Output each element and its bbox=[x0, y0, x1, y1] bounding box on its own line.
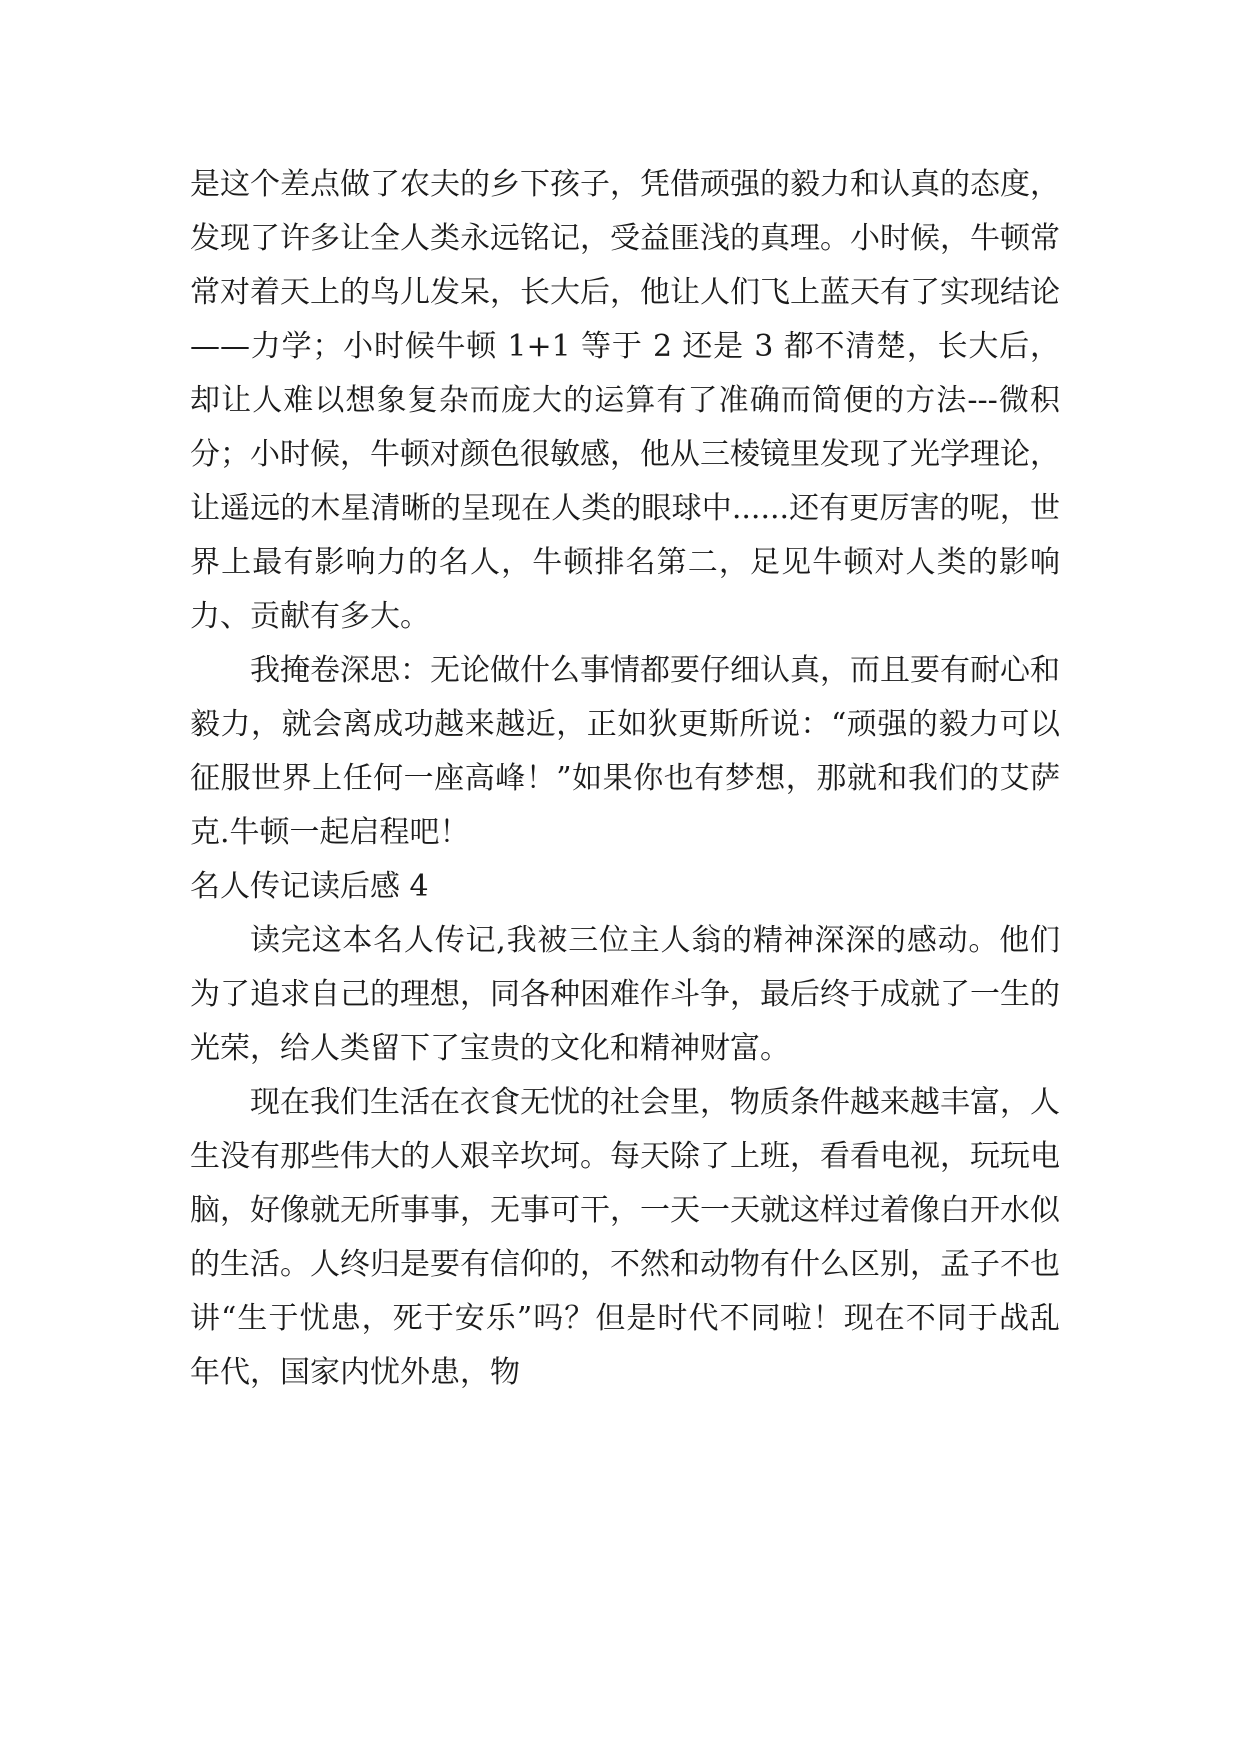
paragraph-modern-life: 现在我们生活在衣食无忧的社会里，物质条件越来越丰富，人生没有那些伟大的人艰辛坎坷。每天除了上班，看看电视，玩玩电脑，好像就无所事事，无事可干，一天一天就这样过着像白开水似的生活。人终归是要有信仰的，不然和动物有什么区别，孟子不也讲“生于忧患，死于安乐”吗？但是时代不同啦！现在不同于战乱年代，国家内忧外患，物 bbox=[190, 1085, 1060, 1390]
paragraph-reflection: 我掩卷深思：无论做什么事情都要仔细认真，而且要有耐心和毅力，就会离成功越来越近，正如狄更斯所说：“顽强的毅力可以征服世界上任何一座高峰！”如果你也有梦想，那就和我们的艾萨克.牛顿一起启程吧！ bbox=[190, 653, 1060, 850]
document-page bbox=[190, 158, 1060, 1400]
section-heading: 名人传记读后感 4 bbox=[190, 869, 429, 904]
paragraph-biography-impression: 读完这本名人传记,我被三位主人翁的精神深深的感动。他们为了追求自己的理想，同各种困难作斗争，最后终于成就了一生的光荣，给人类留下了宝贵的文化和精神财富。 bbox=[190, 923, 1060, 1066]
paragraph-newton-achievements: 是这个差点做了农夫的乡下孩子，凭借顽强的毅力和认真的态度，发现了许多让全人类永远铭记，受益匪浅的真理。小时候，牛顿常常对着天上的鸟儿发呆，长大后，他让人们飞上蓝天有了实现结论——力学；小时候牛顿 1+1 等于 2 还是 3 都不清楚，长大后，却让人难以想象复杂而庞大的运算有了准确而简便的方法---微积分；小时候，牛顿对颜色很敏感，他从三棱镜里发现了光学理论，让遥远的木星清晰的呈现在人类的眼球中......还有更厉害的呢，世界上最有影响力的名人，牛顿排名第二，足见牛顿对人类的影响力、贡献有多大。 bbox=[190, 167, 1060, 634]
